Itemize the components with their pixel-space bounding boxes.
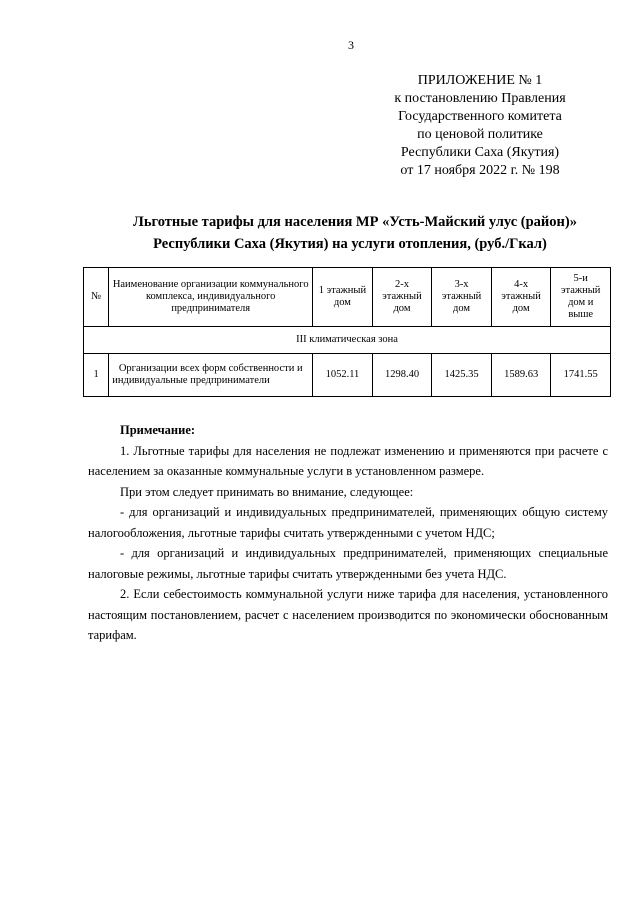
- tariff-3-floor: 1425.35: [432, 354, 492, 397]
- appendix-line: ПРИЛОЖЕНИЕ № 1: [417, 73, 543, 88]
- note-paragraph: - для организаций и индивидуальных предпринимателей, применяющих специальные налоговые режимы, льготные тарифы считать утвержденными без учета НДС.: [88, 546, 608, 581]
- document-title: [100, 211, 600, 255]
- appendix-line: Республики Саха (Якутия): [400, 145, 560, 160]
- tariff-2-floor: 1298.40: [372, 354, 432, 397]
- header-2-floor: 2-х этажный дом: [372, 268, 432, 327]
- table-row: [84, 354, 611, 397]
- header-org-name: Наименование организации коммунального комплекса, индивидуального предпринимателя: [109, 268, 313, 327]
- note-paragraph: При этом следует принимать во внимание, следующее:: [120, 484, 414, 499]
- page-number: 3: [348, 38, 354, 52]
- climate-zone: III климатическая зона: [84, 327, 611, 354]
- appendix-line: по ценовой политике: [417, 127, 543, 142]
- tariff-4-floor: 1589.63: [491, 354, 551, 397]
- title-line: Республики Саха (Якутия) на услуги отопления, (руб./Гкал): [153, 236, 547, 252]
- note-paragraph: - для организаций и индивидуальных предпринимателей, применяющих общую систему налогообложения, льготные тарифы считать утвержденными с учетом НДС;: [88, 505, 608, 540]
- table-header-row: [84, 268, 611, 327]
- tariff-1-floor: 1052.11: [313, 354, 373, 397]
- notes-heading: Примечание:: [120, 423, 196, 437]
- appendix-block: [380, 72, 580, 180]
- note-paragraph: 1. Льготные тарифы для населения не подлежат изменению и применяются при расчете с населением за оказанные коммунальные услуги в установленном размере.: [88, 443, 608, 478]
- row-number: 1: [84, 354, 109, 397]
- tariffs-table: [83, 267, 611, 397]
- header-1-floor: 1 этажный дом: [313, 268, 373, 327]
- appendix-line: от 17 ноября 2022 г. № 198: [400, 163, 560, 178]
- note-paragraph: 2. Если себестоимость коммунальной услуги ниже тарифа для населения, установленного настоящим постановлением, расчет с населением производится по экономически обоснованным тарифам.: [88, 587, 608, 642]
- appendix-line: Государственного комитета: [398, 109, 562, 124]
- header-number: №: [84, 268, 109, 327]
- header-4-floor: 4-х этажный дом: [491, 268, 551, 327]
- row-org-name: Организации всех форм собственности и индивидуальные предприниматели: [109, 354, 313, 397]
- appendix-line: к постановлению Правления: [394, 91, 566, 106]
- notes-section: [88, 420, 608, 646]
- title-line: Льготные тарифы для населения МР «Усть-Майский улус (район)»: [133, 214, 577, 230]
- zone-row: [84, 327, 611, 354]
- tariff-5-floor: 1741.55: [551, 354, 611, 397]
- header-5-floor: 5-и этажный дом и выше: [551, 268, 611, 327]
- header-3-floor: 3-х этажный дом: [432, 268, 492, 327]
